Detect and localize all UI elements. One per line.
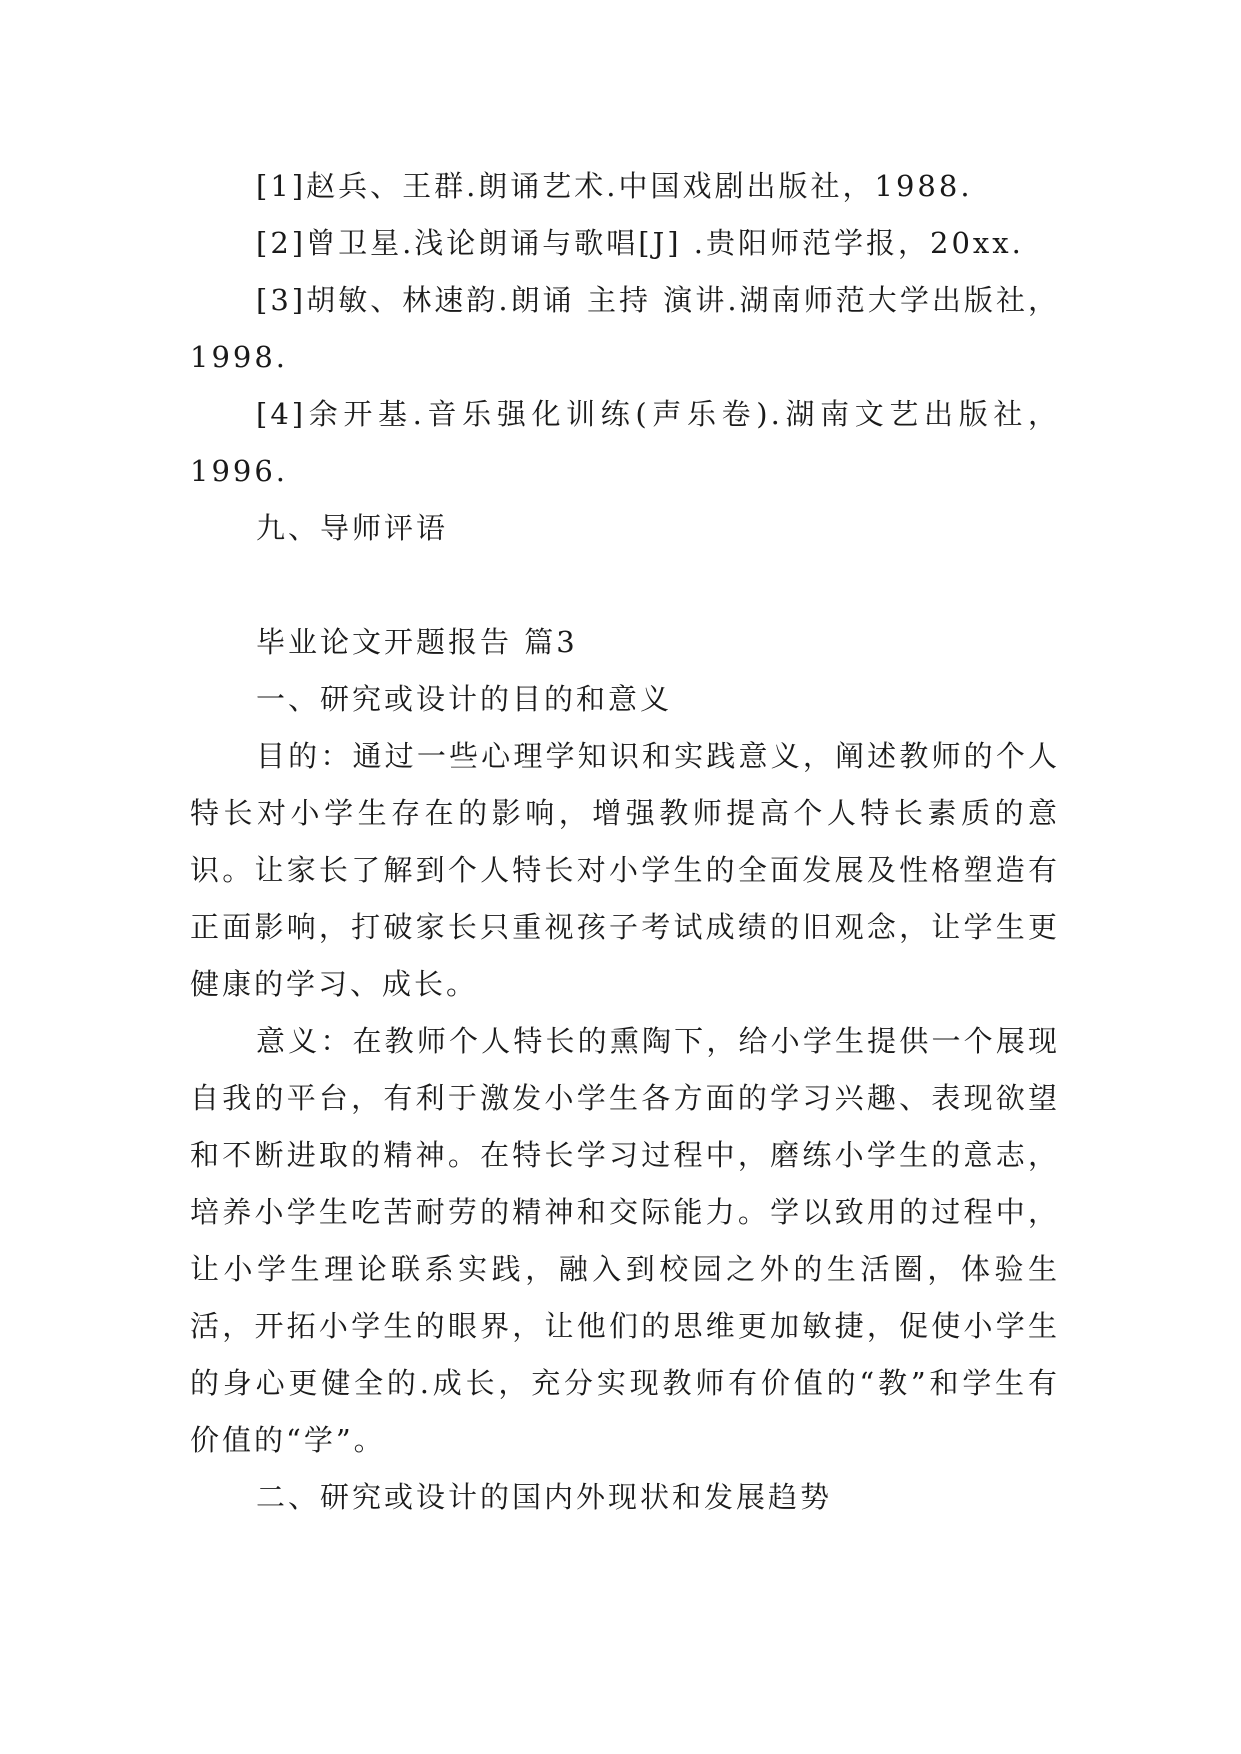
reference-1: [1]赵兵、王群.朗诵艺术.中国戏剧出版社，1988. — [256, 169, 973, 203]
reference-3: [3]胡敏、林速韵.朗诵 主持 演讲.湖南师范大学出版社，1998. — [190, 283, 1060, 374]
purpose-paragraph: 目的：通过一些心理学知识和实践意义，阐述教师的个人特长对小学生存在的影响，增强教师提高个人特长素质的意识。让家长了解到个人特长对小学生的全面发展及性格塑造有正面影响，打破家长只重视孩子考试成绩的旧观念，让学生更健康的学习、成长。 — [190, 739, 1060, 1001]
reference-4: [4]余开基.音乐强化训练(声乐卷).湖南文艺出版社，1996. — [190, 397, 1060, 488]
reference-2: [2]曾卫星.浅论朗诵与歌唱[J] .贵阳师范学报，20xx. — [256, 226, 1024, 260]
section-heading-one: 一、研究或设计的目的和意义 — [256, 682, 673, 716]
blank-line — [190, 557, 1060, 614]
significance-paragraph: 意义：在教师个人特长的熏陶下，给小学生提供一个展现自我的平台，有利于激发小学生各方面的学习兴趣、表现欲望和不断进取的精神。在特长学习过程中，磨练小学生的意志，培养小学生吃苦耐劳的精神和交际能力。学以致用的过程中，让小学生理论联系实践，融入到校园之外的生活圈，体验生活，开拓小学生的眼界，让他们的思维更加敏捷，促使小学生的身心更健全的.成长，充分实现教师有价值的“教”和学生有价值的“学”。 — [190, 1024, 1060, 1457]
section-heading-nine: 九、导师评语 — [256, 511, 449, 545]
document-body — [190, 158, 1060, 1526]
article-title: 毕业论文开题报告 篇3 — [256, 625, 578, 659]
section-heading-two: 二、研究或设计的国内外现状和发展趋势 — [256, 1480, 833, 1514]
